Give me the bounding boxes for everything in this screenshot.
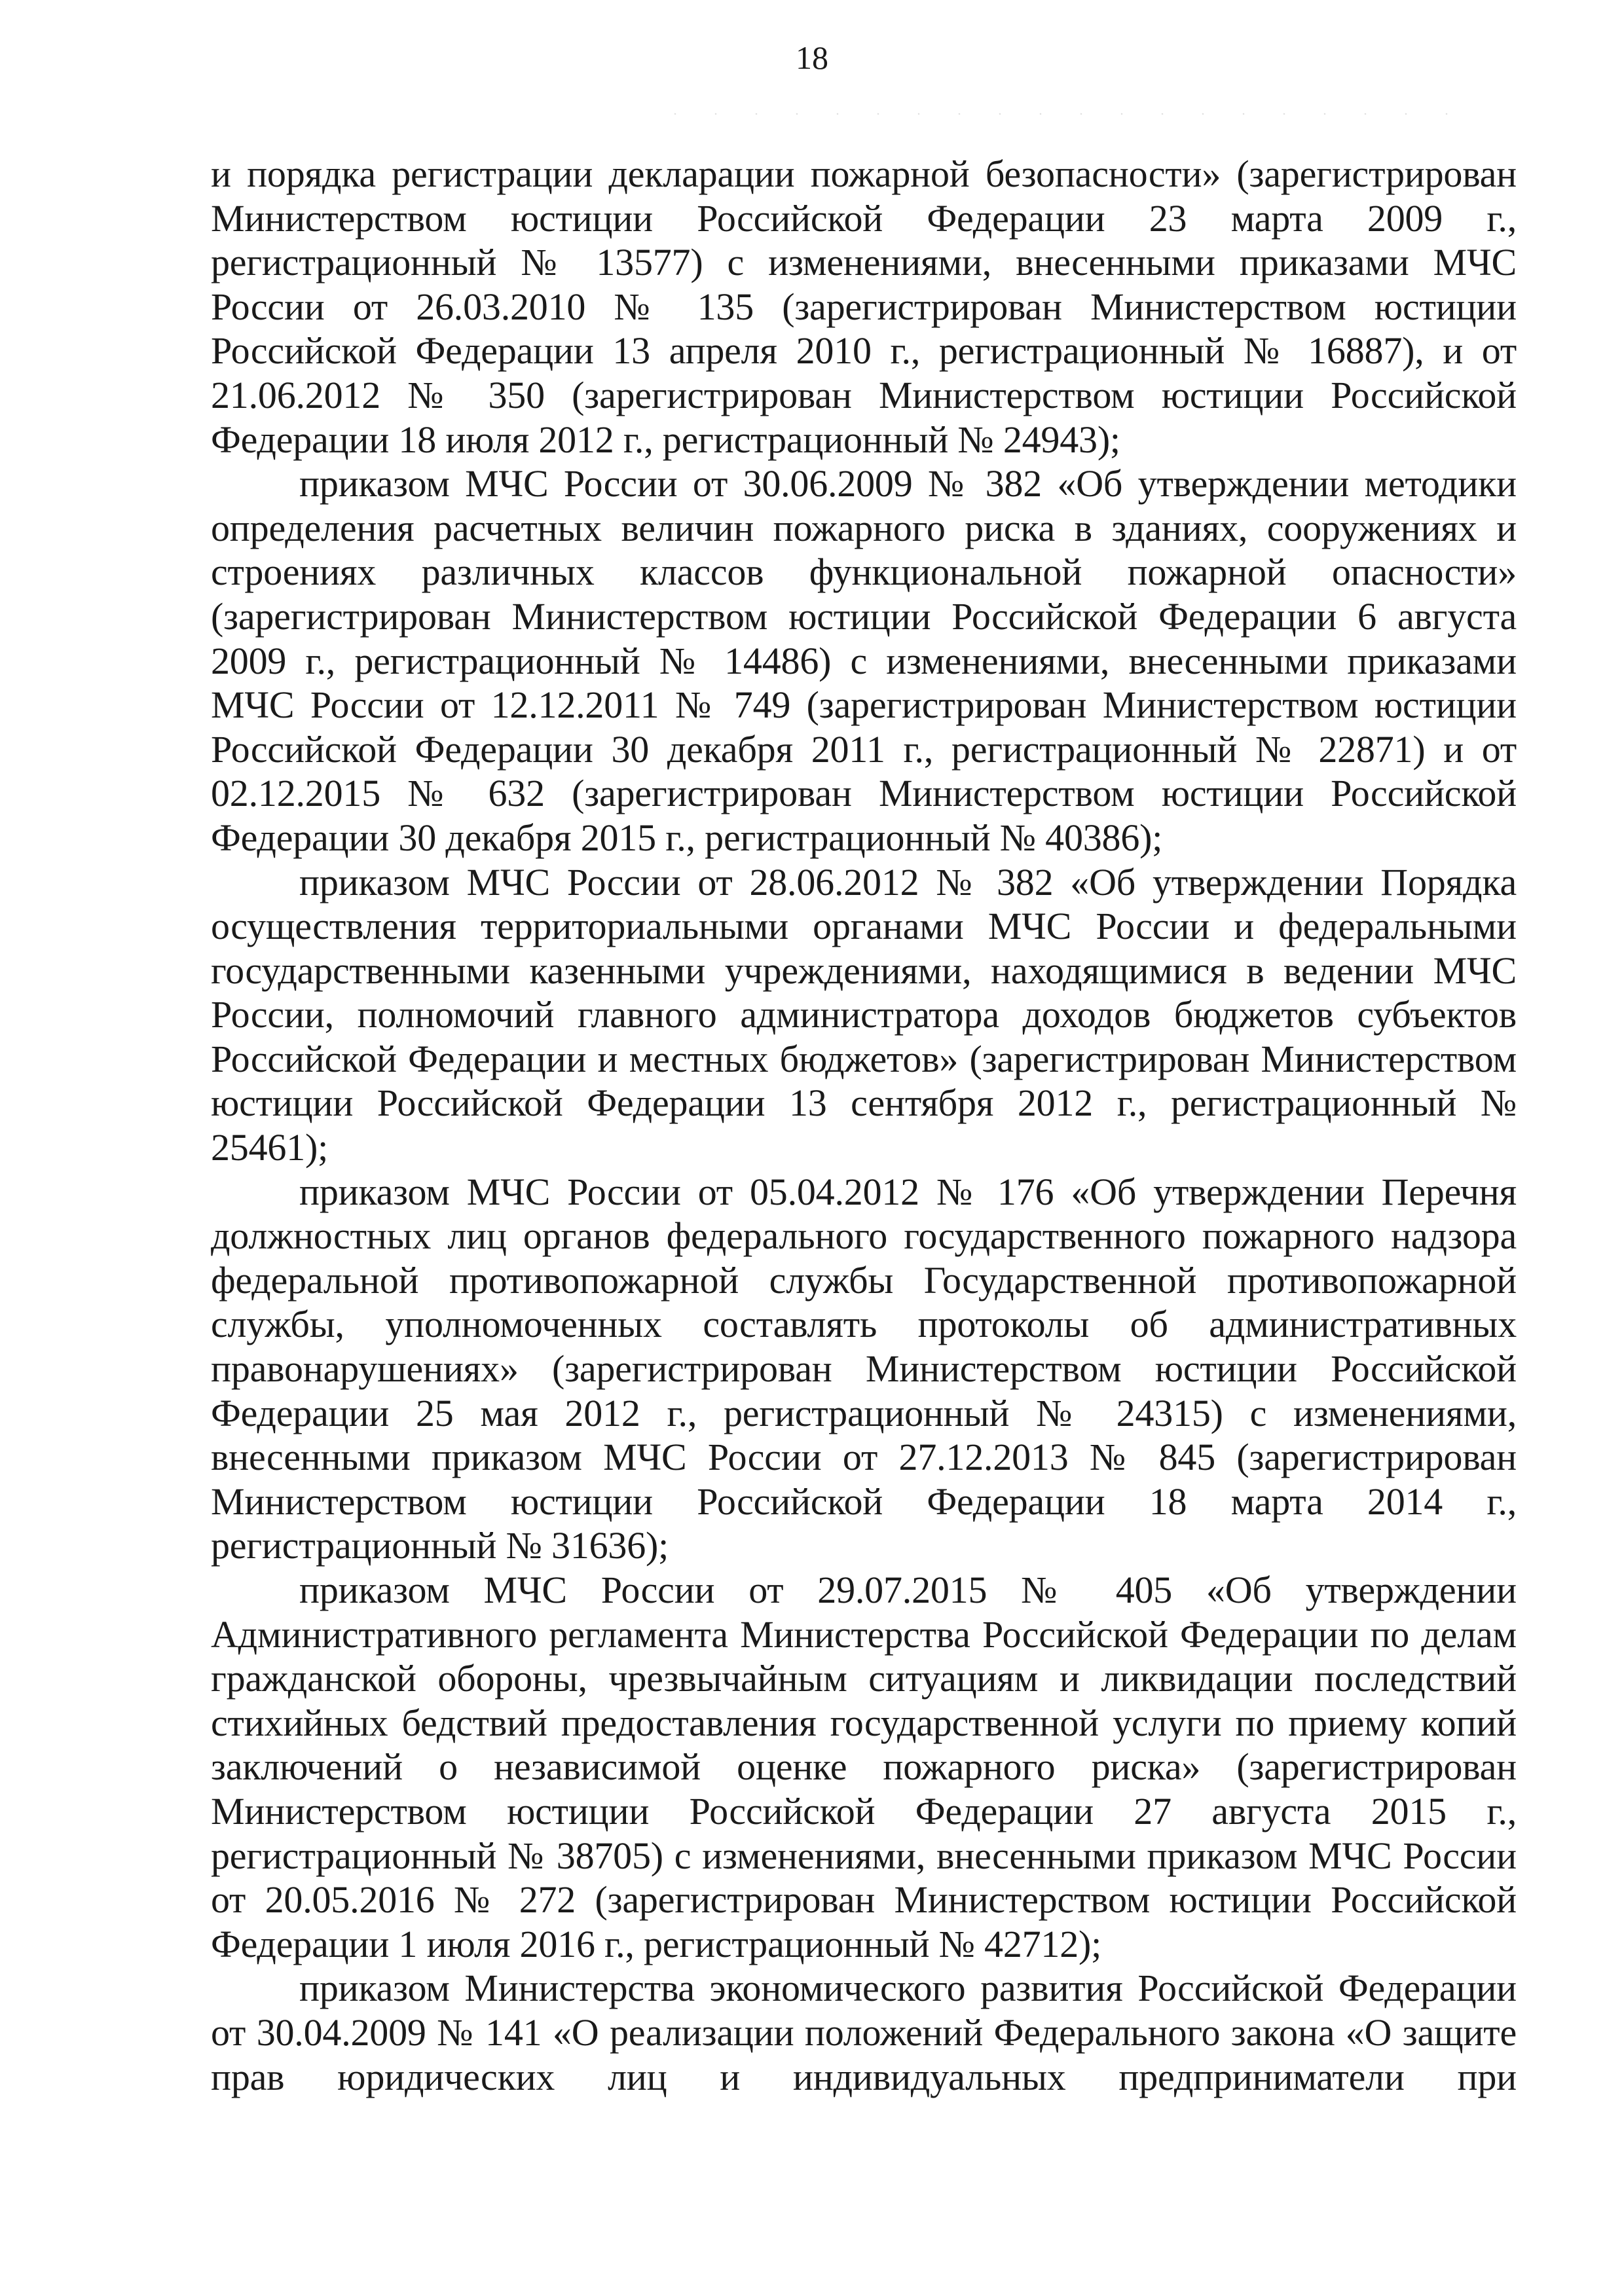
paragraph-economic-development-order: приказом Министерства экономического развития Российской Федерации от 30.04.2009 № 141 «О реализации положений Федерального закона «О защите прав юридических лиц и индивидуальных предприниматели при: [211, 1967, 1517, 2098]
page-number: 18: [796, 39, 828, 76]
paragraph-budget-revenue-order: приказом МЧС России от 28.06.2012 № 382 «Об утверждении Порядка осуществления территориальными органами МЧС России и федеральными государственными казенными учреждениями, находящимися в ведении МЧС России, полномочий главного администратора доходов бюджетов субъектов Российской Федерации и местных бюджетов» (зарегистрирован Министерством юстиции Российской Федерации 13 сентября 2012 г., регистрационный № 25461);: [211, 860, 1517, 1169]
document-body: [211, 152, 1517, 2099]
paragraph-fire-supervision-officials: приказом МЧС России от 05.04.2012 № 176 «Об утверждении Перечня должностных лиц органов федерального государственного пожарного надзора федеральной противопожарной службы Государственной противопожарной службы, уполномоченных составлять протоколы об административных правонарушениях» (зарегистрирован Министерством юстиции Российской Федерации 25 мая 2012 г., регистрационный № 24315) с изменениями, внесенными приказом МЧС России от 27.12.2013 № 845 (зарегистрирован Министерством юстиции Российской Федерации 18 марта 2014 г., регистрационный № 31636);: [211, 1170, 1517, 1567]
scan-artifact-dots: [655, 113, 1467, 115]
paragraph-declaration-registration: и порядка регистрации декларации пожарной безопасности» (зарегистрирован Министерством юстиции Российской Федерации 23 марта 2009 г., регистрационный № 13577) с изменениями, внесенными приказами МЧС России от 26.03.2010 № 135 (зарегистрирован Министерством юстиции Российской Федерации 13 апреля 2010 г., регистрационный № 16887), и от 21.06.2012 № 350 (зарегистрирован Министерством юстиции Российской Федерации 18 июля 2012 г., регистрационный № 24943);: [211, 153, 1517, 461]
paragraph-fire-risk-methodology: приказом МЧС России от 30.06.2009 № 382 «Об утверждении методики определения расчетных величин пожарного риска в зданиях, сооружениях и строениях различных классов функциональной пожарной опасности» (зарегистрирован Министерством юстиции Российской Федерации 6 августа 2009 г., регистрационный № 14486) с изменениями, внесенными приказами МЧС России от 12.12.2011 № 749 (зарегистрирован Министерством юстиции Российской Федерации 30 декабря 2011 г., регистрационный № 22871) и от 02.12.2015 № 632 (зарегистрирован Министерством юстиции Российской Федерации 30 декабря 2015 г., регистрационный № 40386);: [211, 462, 1517, 859]
paragraph-administrative-regulation: приказом МЧС России от 29.07.2015 № 405 «Об утверждении Административного регламента Министерства Российской Федерации по делам гражданской обороны, чрезвычайным ситуациям и ликвидации последствий стихийных бедствий предоставления государственной услуги по приему копий заключений о независимой оценке пожарного риска» (зарегистрирован Министерством юстиции Российской Федерации 27 августа 2015 г., регистрационный № 38705) с изменениями, внесенными приказом МЧС России от 20.05.2016 № 272 (зарегистрирован Министерством юстиции Российской Федерации 1 июля 2016 г., регистрационный № 42712);: [211, 1569, 1517, 1965]
